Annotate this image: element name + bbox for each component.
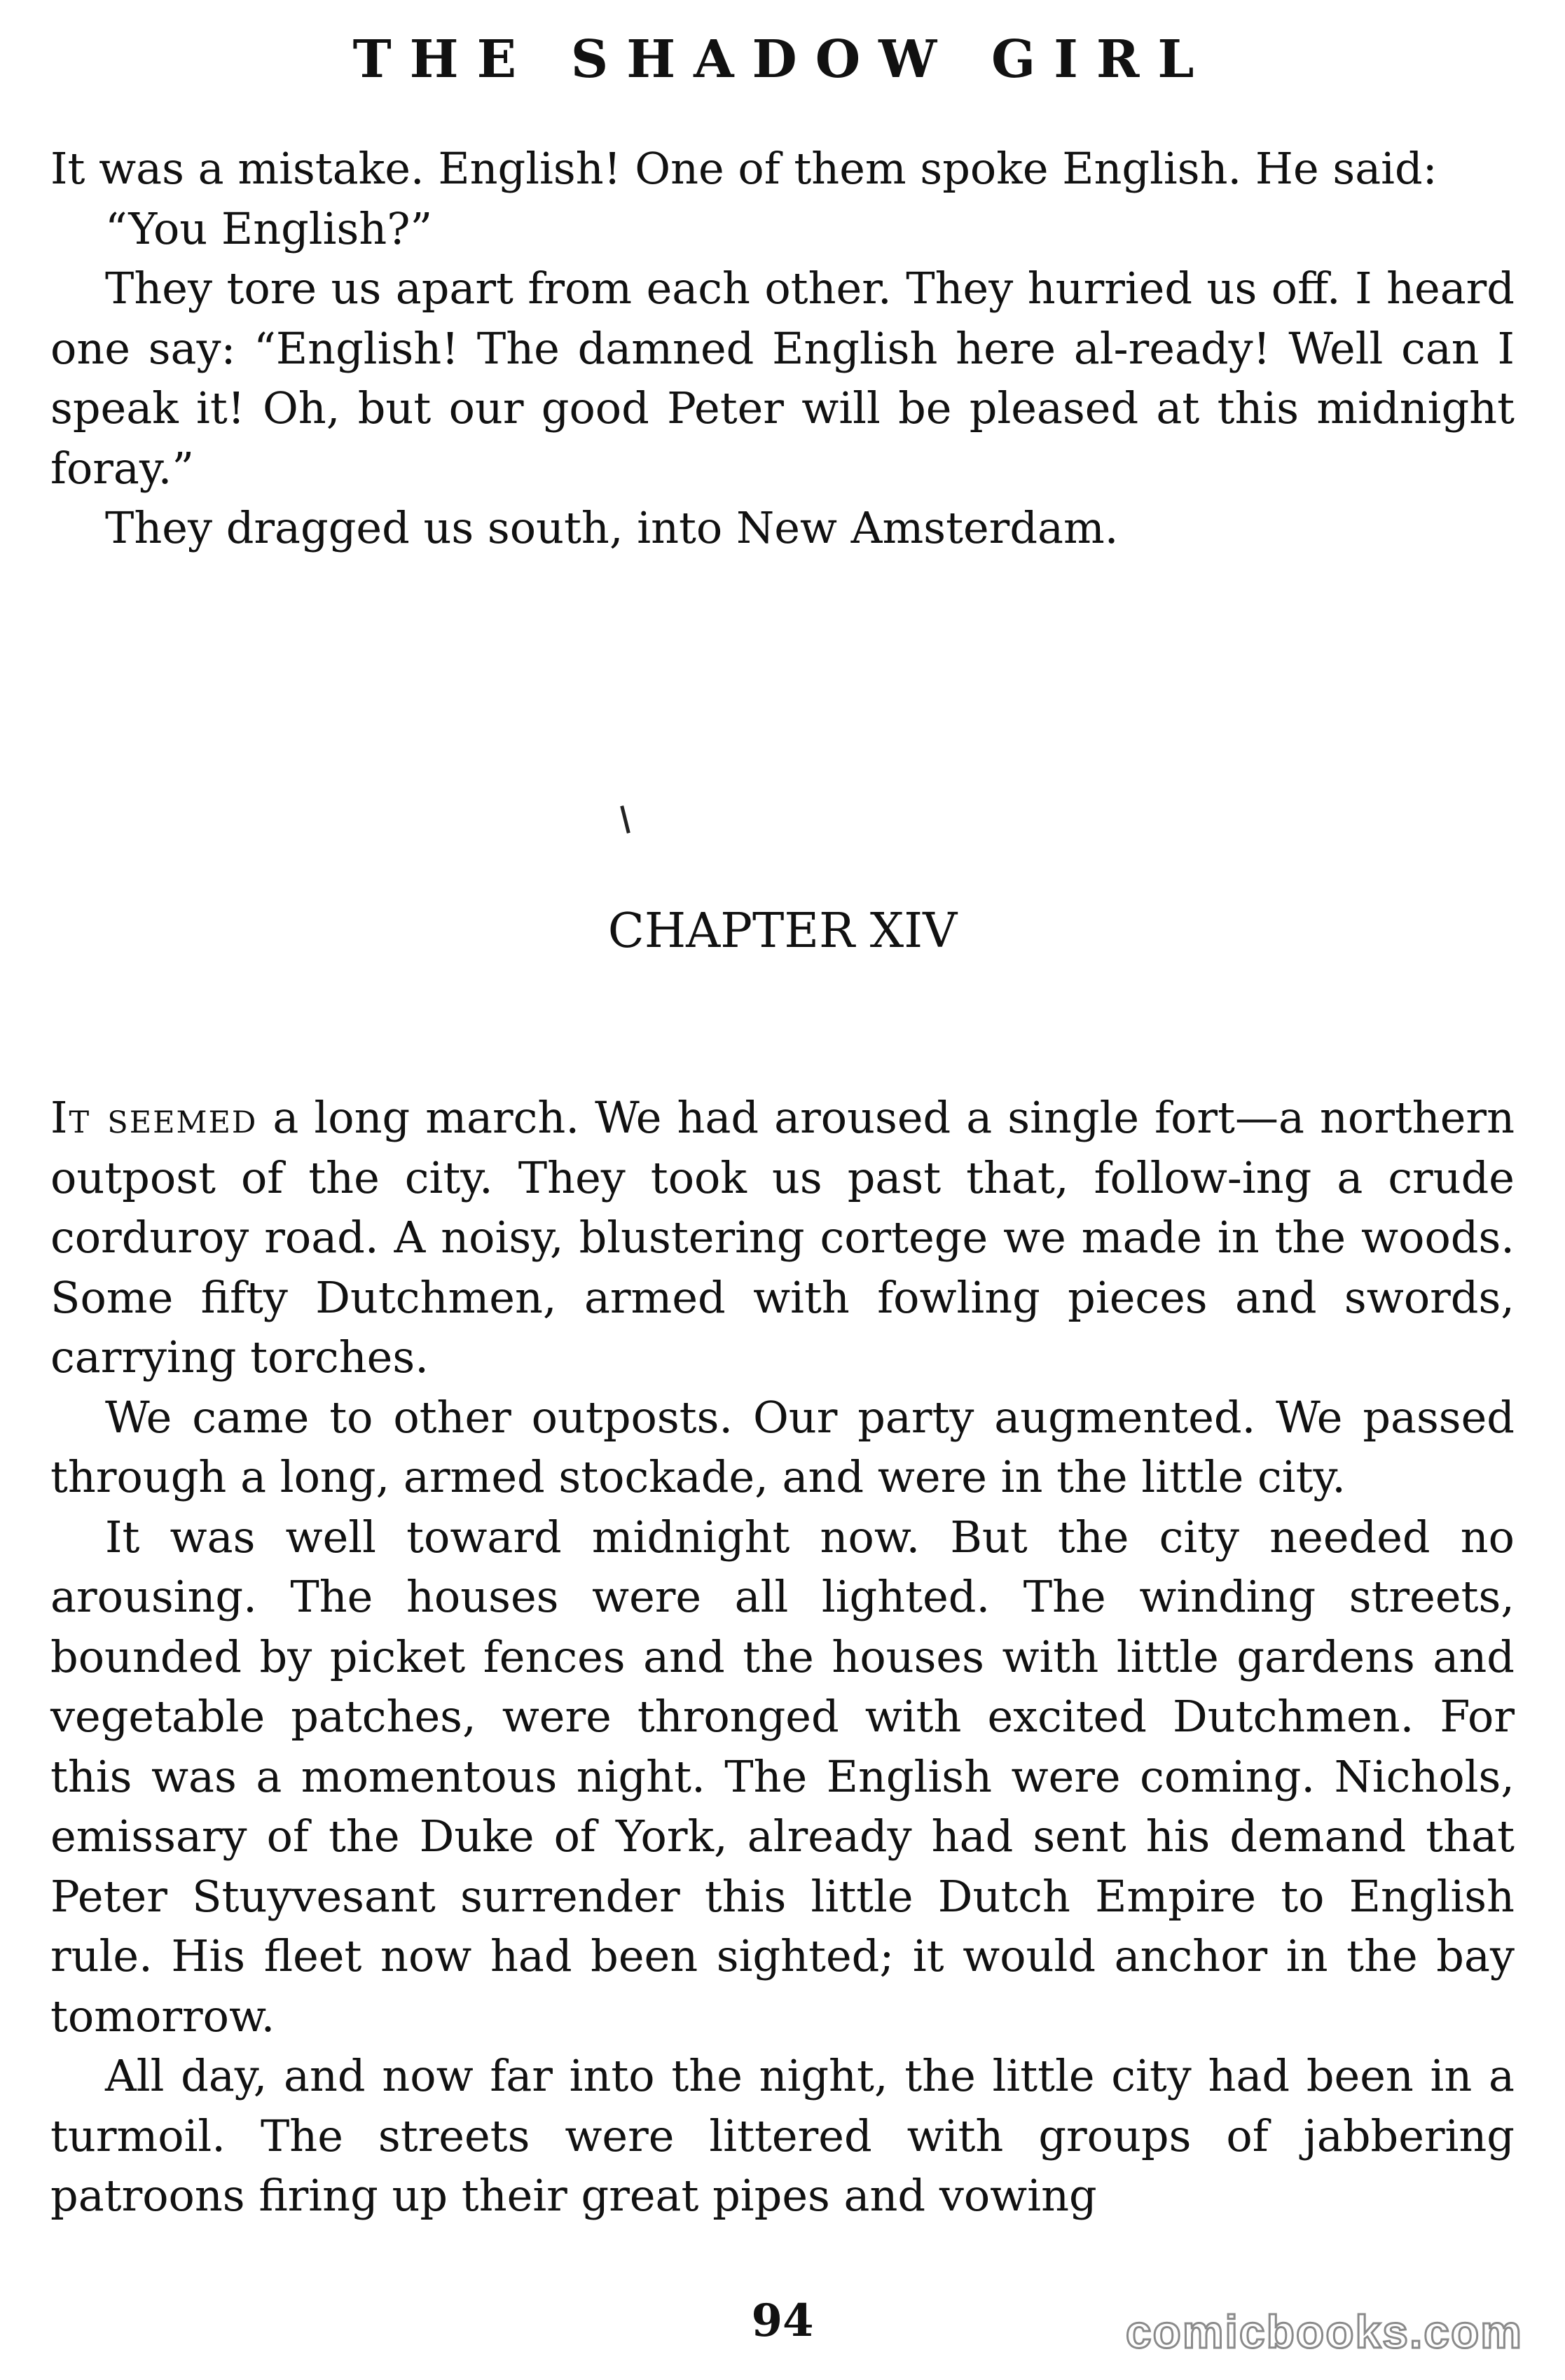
running-head: THE SHADOW GIRL — [352, 29, 1213, 90]
page-number: 94 — [751, 2295, 814, 2347]
stray-print-mark — [620, 805, 630, 833]
chapter-text-block — [50, 1088, 1515, 2226]
paragraph: They dragged us south, into New Amsterdam. — [105, 502, 1119, 553]
paragraph: It was a mistake. English! One of them spoke English. He said: — [50, 143, 1438, 194]
opening-small-caps: It seemed — [50, 1092, 258, 1143]
chapter-opening-paragraph — [50, 1088, 1515, 1388]
paragraph: We came to other outposts. Our party augmented. We passed through a long, armed stockade, and were in the little city. — [50, 1391, 1515, 1502]
opening-rest: a long march. We had aroused a single fort—a northern outpost of the city. They took us past that, follow-ing a crude corduroy road. A noisy, blustering cortege we made in the woods. Some fifty Dutchmen, armed with fowling pieces and swords, carrying torches. — [50, 1092, 1515, 1383]
top-text-block — [50, 139, 1515, 558]
paragraph: All day, and now far into the night, the little city had been in a turmoil. The streets were littered with groups of jabbering patroons firing up their great pipes and vowing — [50, 2050, 1515, 2221]
paragraph: It was well toward midnight now. But the city needed no arousing. The houses were all lighted. The winding streets, bounded by picket fences and the houses with little gardens and vegetable patches, were thronged with excited Dutchmen. For this was a momentous night. The English were coming. Nichols, emissary of the Duke of York, already had sent his demand that Peter Stuyvesant surrender this little Dutch Empire to English rule. His fleet now had been sighted; it would anchor in the bay tomorrow. — [50, 1511, 1515, 2042]
chapter-heading: CHAPTER XIV — [607, 904, 958, 959]
paragraph: They tore us apart from each other. They hurried us off. I heard one say: “English! The damned English here al-ready! Well can I speak it! Oh, but our good Peter will be pleased at this midnight foray.” — [50, 263, 1515, 494]
watermark: comicbooks.com — [1125, 2306, 1523, 2358]
paragraph: “You English?” — [105, 202, 433, 254]
